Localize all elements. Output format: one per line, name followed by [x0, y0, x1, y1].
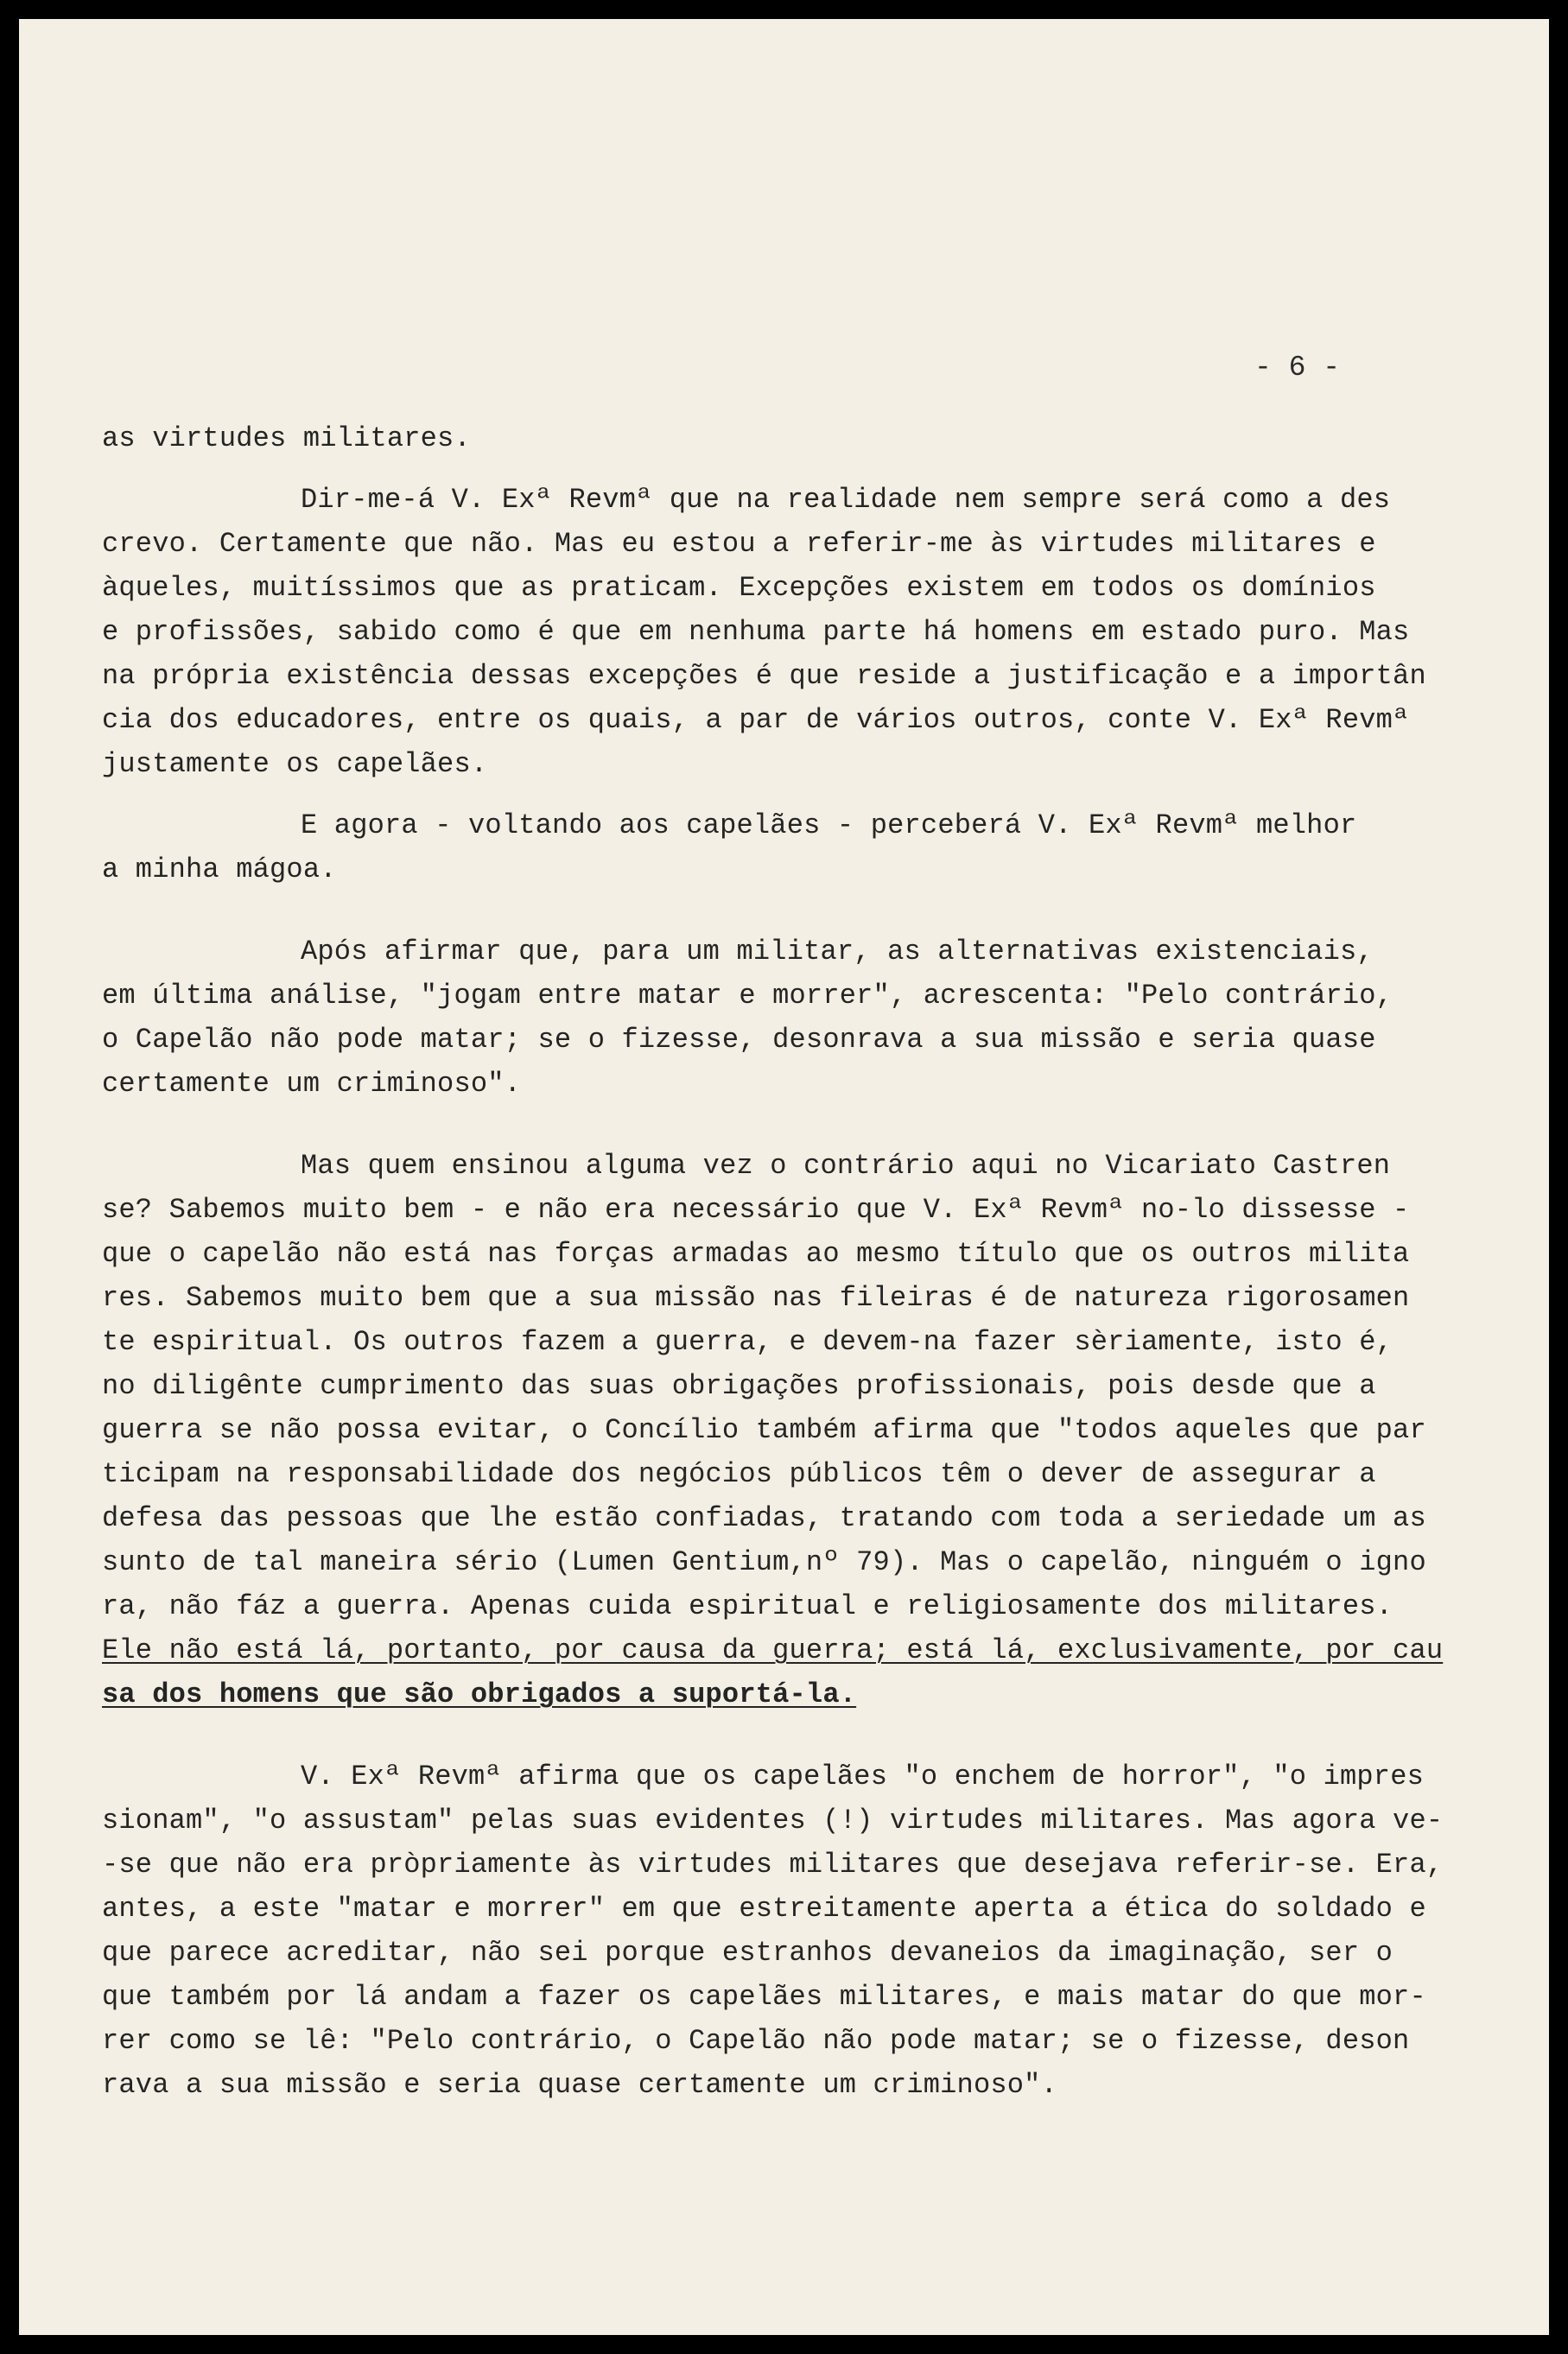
- text-line: no diligênte cumprimento das suas obrigações profissionais, pois desde que a: [102, 1370, 1376, 1402]
- underlined-text-line: sa dos homens que são obrigados a suportá-la.: [102, 1678, 857, 1710]
- text-line: cia dos educadores, entre os quais, a par de vários outros, conte V. Exª Revmª: [102, 704, 1410, 736]
- paragraph-5: [102, 1144, 1444, 1716]
- paragraph-6: [102, 1754, 1444, 2107]
- text-line: V. Exª Revmª afirma que os capelães "o enchem de horror", "o impres: [301, 1761, 1425, 1792]
- text-line: a minha mágoa.: [102, 853, 337, 885]
- paragraph-4: [102, 930, 1393, 1106]
- text-line: crevo. Certamente que não. Mas eu estou a referir-me às virtudes militares e: [102, 528, 1376, 560]
- text-line: na própria existência dessas excepções é que reside a justificação e a importân: [102, 660, 1426, 692]
- text-line: ticipam na responsabilidade dos negócios públicos têm o dever de assegurar a: [102, 1458, 1376, 1490]
- text-line: E agora - voltando aos capelães - perceberá V. Exª Revmª melhor: [301, 809, 1357, 841]
- body-text: [102, 416, 1444, 2107]
- paragraph-1: [102, 416, 1363, 460]
- paragraph-3: [102, 803, 1363, 891]
- text-line: -se que não era pròpriamente às virtudes militares que desejava referir-se. Era,: [102, 1849, 1444, 1881]
- page-number: - 6 -: [1254, 352, 1341, 384]
- text-line: rer como se lê: "Pelo contrário, o Capelão não pode matar; se o fizesse, deson: [102, 2025, 1410, 2057]
- text-line: justamente os capelães.: [102, 748, 488, 780]
- paragraph-2: [102, 478, 1426, 786]
- text-line: Mas quem ensinou alguma vez o contrário aqui no Vicariato Castren: [301, 1150, 1391, 1182]
- text-line: certamente um criminoso".: [102, 1068, 522, 1100]
- text-line: se? Sabemos muito bem - e não era necessário que V. Exª Revmª no-lo dissesse -: [102, 1194, 1410, 1226]
- text-line: que parece acreditar, não sei porque estranhos devaneios da imaginação, ser o: [102, 1937, 1393, 1969]
- text-line: as virtudes militares.: [102, 422, 471, 454]
- text-line: te espiritual. Os outros fazem a guerra, e devem-na fazer sèriamente, isto é,: [102, 1326, 1393, 1358]
- text-line: àqueles, muitíssimos que as praticam. Excepções existem em todos os domínios: [102, 572, 1376, 604]
- text-line: Dir-me-á V. Exª Revmª que na realidade nem sempre será como a des: [301, 484, 1391, 516]
- text-line: rava a sua missão e seria quase certamente um criminoso".: [102, 2069, 1057, 2101]
- text-line: defesa das pessoas que lhe estão confiadas, tratando com toda a seriedade um as: [102, 1502, 1426, 1534]
- text-line: sunto de tal maneira sério (Lumen Gentium,nº 79). Mas o capelão, ninguém o igno: [102, 1546, 1426, 1578]
- text-line: e profissões, sabido como é que em nenhuma parte há homens em estado puro. Mas: [102, 616, 1410, 648]
- text-line: res. Sabemos muito bem que a sua missão nas fileiras é de natureza rigorosamen: [102, 1282, 1410, 1314]
- text-line: o Capelão não pode matar; se o fizesse, desonrava a sua missão e seria quase: [102, 1024, 1376, 1056]
- text-line: que o capelão não está nas forças armadas ao mesmo título que os outros milita: [102, 1238, 1410, 1270]
- document-page: [19, 19, 1549, 2335]
- text-line: guerra se não possa evitar, o Concílio também afirma que "todos aqueles que par: [102, 1414, 1426, 1446]
- text-line: Após afirmar que, para um militar, as alternativas existenciais,: [301, 936, 1374, 968]
- text-line: antes, a este "matar e morrer" em que estreitamente aperta a ética do soldado e: [102, 1893, 1426, 1925]
- text-line: que também por lá andam a fazer os capelães militares, e mais matar do que mor-: [102, 1981, 1426, 2013]
- text-line: em última análise, "jogam entre matar e morrer", acrescenta: "Pelo contrário,: [102, 980, 1393, 1012]
- text-line: ra, não fáz a guerra. Apenas cuida espiritual e religiosamente dos militares.: [102, 1590, 1393, 1622]
- underlined-text-line: Ele não está lá, portanto, por causa da guerra; está lá, exclusivamente, por cau: [102, 1634, 1444, 1666]
- text-line: sionam", "o assustam" pelas suas evidentes (!) virtudes militares. Mas agora ve-: [102, 1805, 1444, 1837]
